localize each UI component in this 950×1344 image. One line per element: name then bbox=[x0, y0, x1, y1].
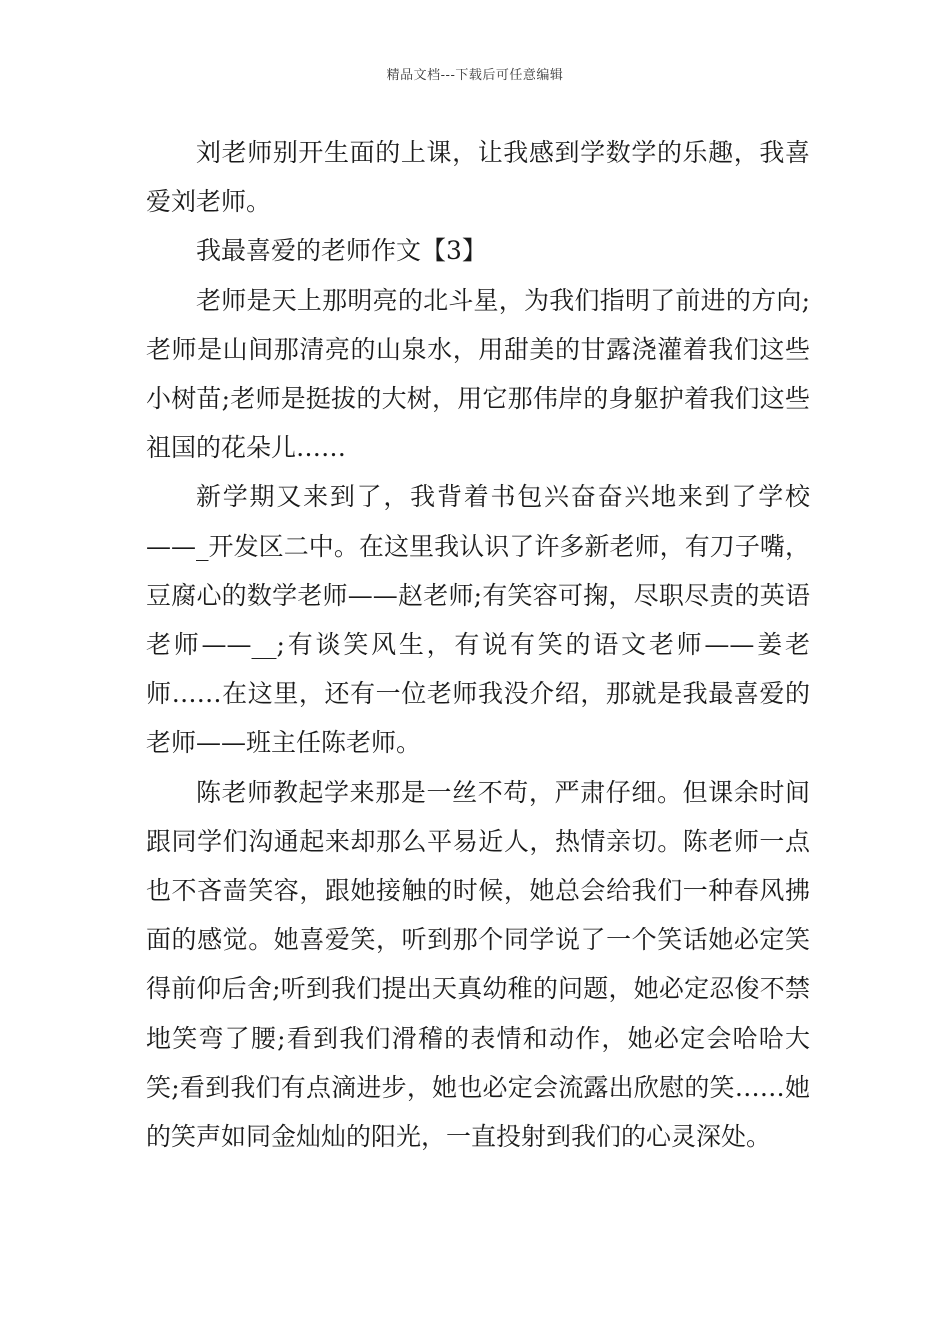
section-title: 我最喜爱的老师作文【3】 bbox=[196, 236, 487, 266]
paragraph-4: 陈老师教起学来那是一丝不苟，严肃仔细。但课余时间跟同学们沟通起来却那么平易近人，热情亲切。陈老师一点也不吝啬笑容，跟她接触的时候，她总会给我们一种春风拂面的感觉。她喜爱笑，听到那个同学说了一个笑话她必定笑得前仰后舍;听到我们提出天真幼稚的问题，她必定忍俊不禁地笑弯了腰;看到我们滑稽的表情和动作，她必定会哈哈大笑;看到我们有点滴进步，她也必定会流露出欣慰的笑……她的笑声如同金灿灿的阳光，一直投射到我们的心灵深处。 bbox=[146, 777, 810, 1152]
paragraph-3: 新学期又来到了，我背着书包兴奋奋兴地来到了学校——_开发区二中。在这里我认识了许多新老师，有刀子嘴，豆腐心的数学老师——赵老师;有笑容可掬，尽职尽责的英语老师——__;有谈笑风生，有说有笑的语文老师——姜老师……在这里，还有一位老师我没介绍，那就是我最喜爱的老师——班主任陈老师。 bbox=[146, 482, 810, 758]
paragraph-2: 老师是天上那明亮的北斗星，为我们指明了前进的方向;老师是山间那清亮的山泉水，用甜美的甘露浇灌着我们这些小树苗;老师是挺拔的大树，用它那伟岸的身躯护着我们这些祖国的花朵儿…… bbox=[146, 285, 810, 463]
paragraph-1: 刘老师别开生面的上课，让我感到学数学的乐趣，我喜爱刘老师。 bbox=[146, 138, 810, 217]
page-header: 精品文档---下载后可任意编辑 bbox=[386, 68, 564, 83]
document-body bbox=[146, 128, 810, 1161]
